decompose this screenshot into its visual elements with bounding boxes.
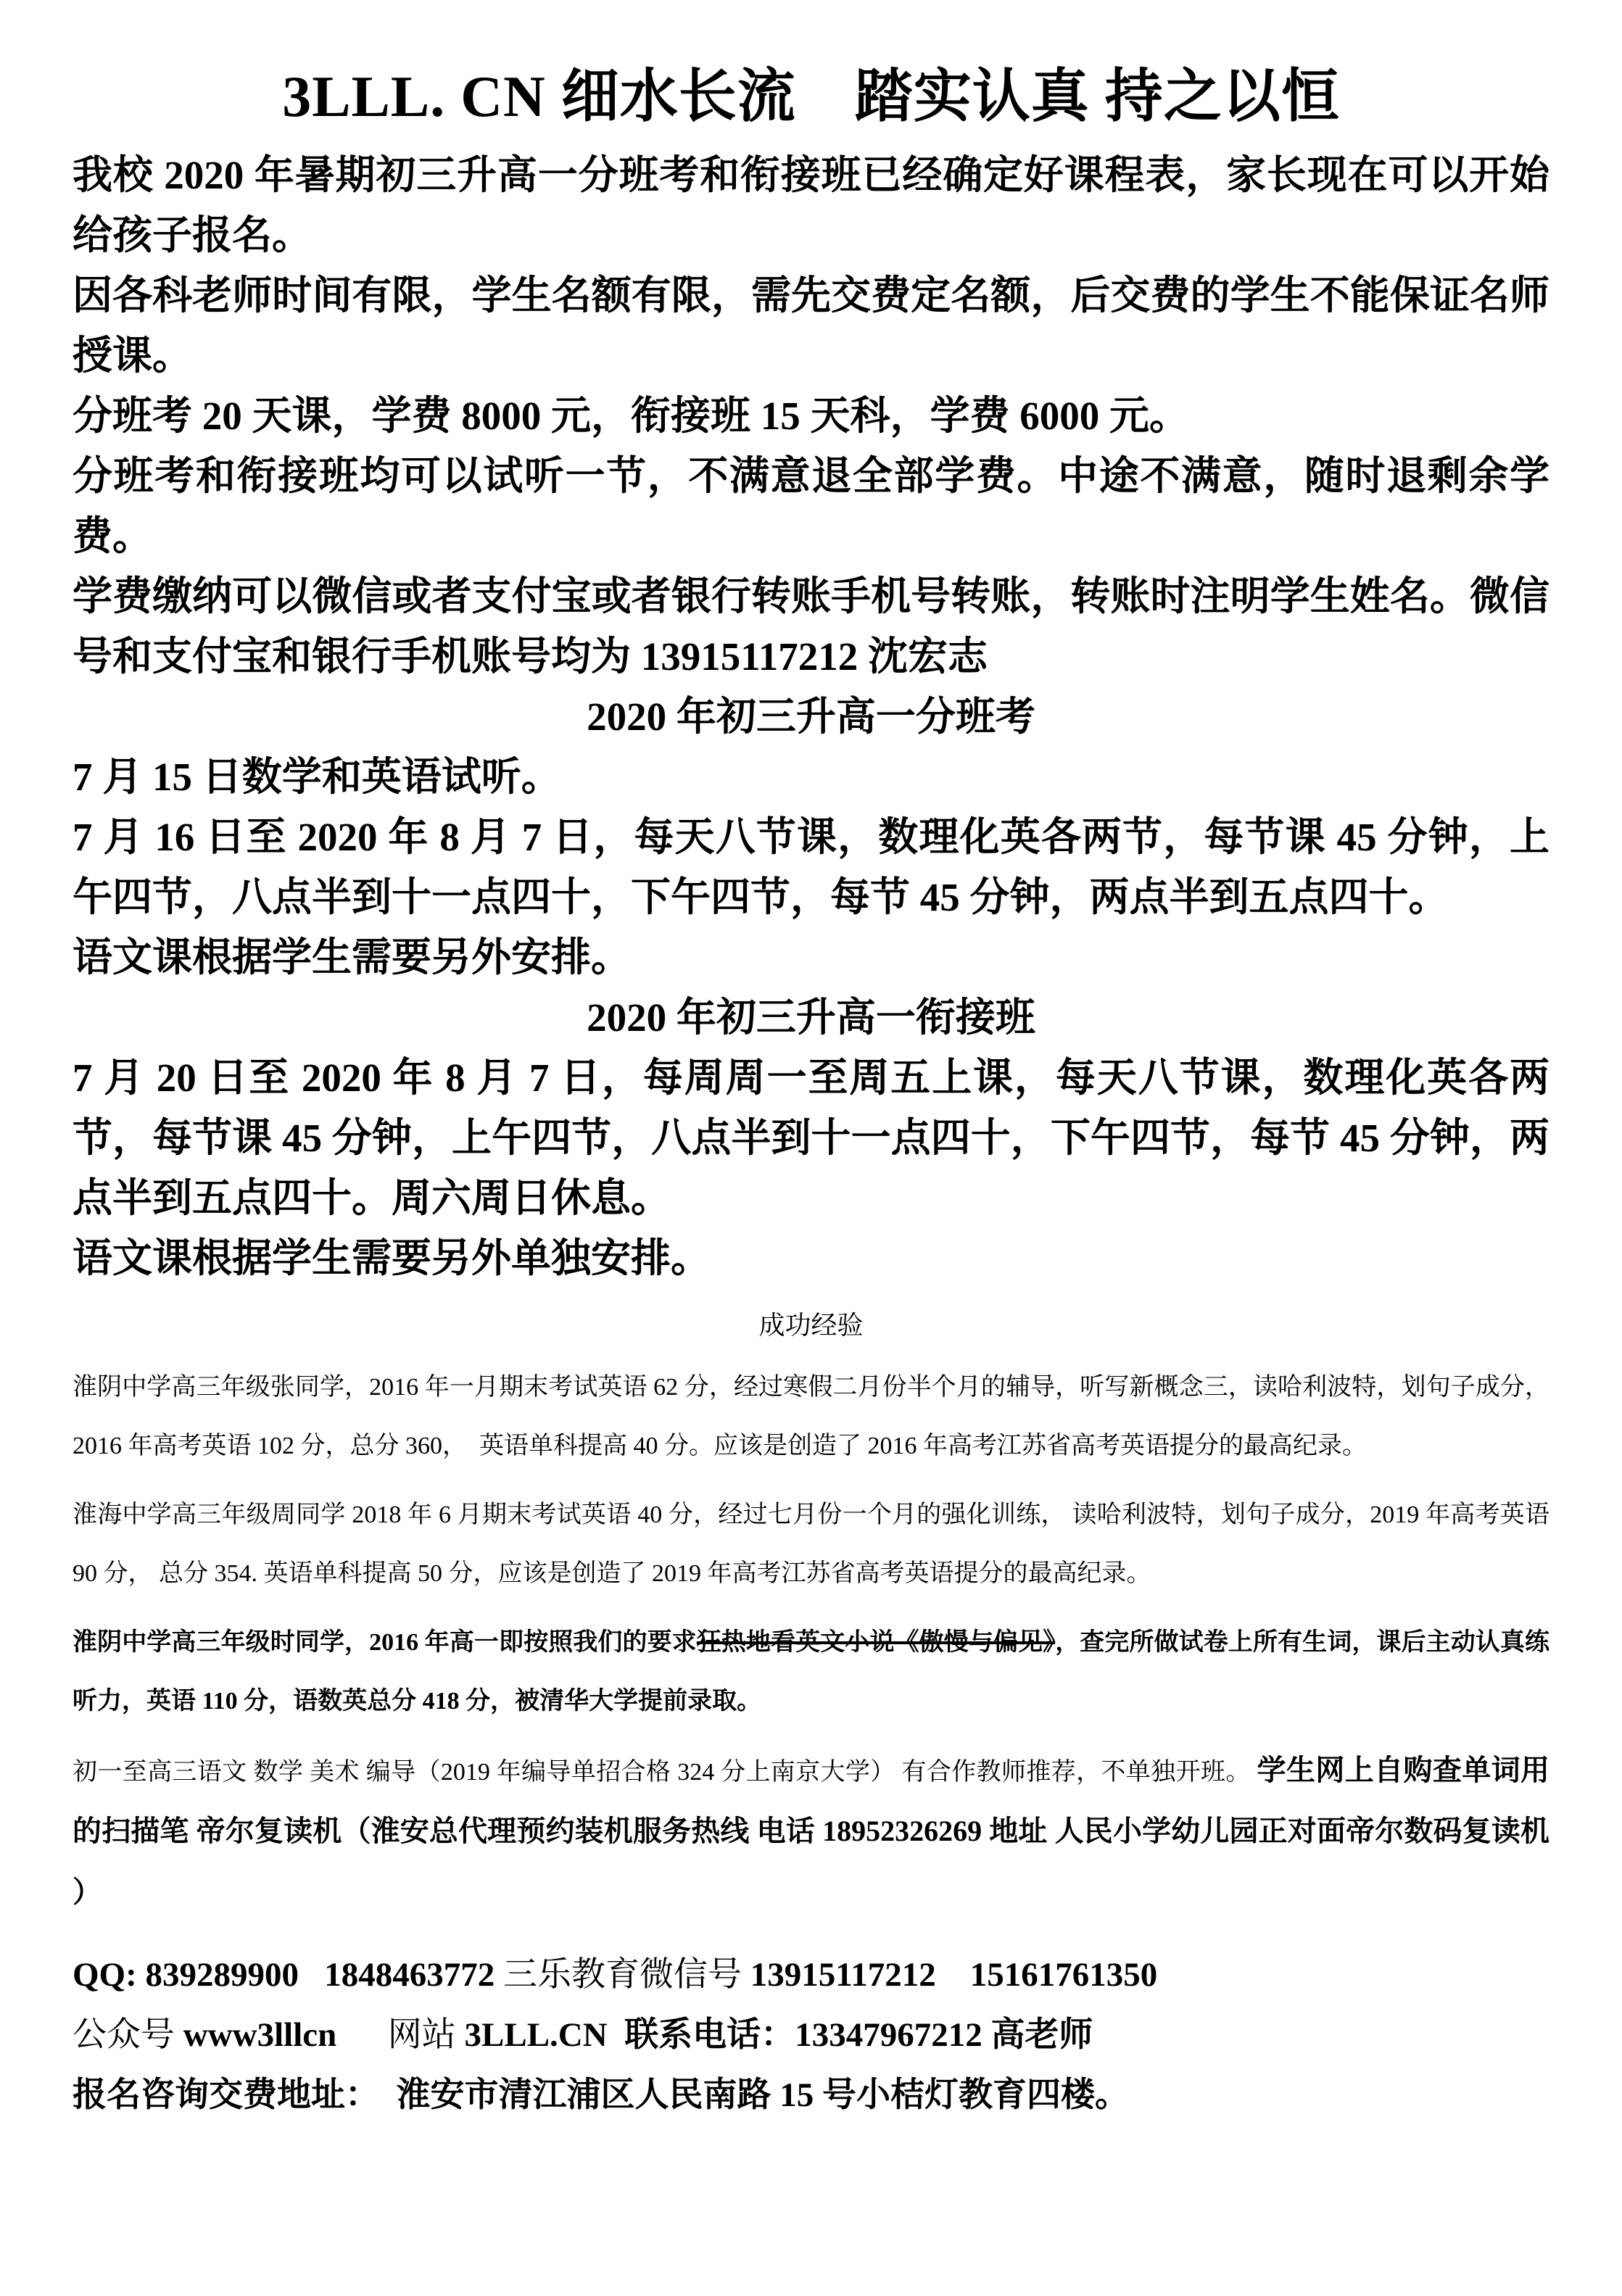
contact-web-line xyxy=(73,2005,1549,2065)
intro-paragraph-1: 我校 2020 年暑期初三升高一分班考和衔接班已经确定好课程表，家长现在可以开始给孩子报名。 xyxy=(73,153,1549,257)
intro-paragraph-5: 学费缴纳可以微信或者支付宝或者银行转账手机号转账，转账时注明学生姓名。微信号和支付宝和银行手机账号均为 13915117212 沈宏志 xyxy=(73,574,1549,679)
success-case-3-before: 淮阴中学高三年级时同学，2016 年高一即按照我们的要求 xyxy=(73,1629,697,1656)
intro-paragraph-3: 分班考 20 天课，学费 8000 元，衔接班 15 天科，学费 6000 元。 xyxy=(73,394,1190,438)
success-case-1: 淮阴中学高三年级张同学，2016 年一月期末考试英语 62 分，经过寒假二月份半个月的辅导，听写新概念三，读哈利波特，划句子成分，2016 年高考英语 102 分，总分 360， 英语单科提高 40 分。应该是创造了 2016 年高考江苏省高考英语提分的最高纪录。 xyxy=(73,1374,1549,1459)
success-case-3 xyxy=(73,1613,1549,1731)
wechat-label: 三乐教育微信号 xyxy=(495,1956,750,1994)
website-value: 3LLL.CN xyxy=(464,2016,608,2054)
phone-label: 联系电话： xyxy=(607,2016,795,2054)
wechat-numbers: 13915117212 15161761350 xyxy=(750,1956,1158,1994)
placement-exam-line-2: 7 月 16 日至 2020 年 8 月 7 日，每天八节课，数理化英各两节，每节课 45 分钟，上午四节，八点半到十一点四十，下午四节，每节 45 分钟，两点半到五点四十。 xyxy=(73,815,1549,919)
bridge-class-line-2: 语文课根据学生需要另外单独安排。 xyxy=(73,1236,711,1280)
success-case-3-strikethrough: 狂热地看英文小说《傲慢与偏见》 xyxy=(696,1629,1056,1656)
qq-numbers: QQ: 839289900 1848463772 xyxy=(73,1956,495,1994)
success-case-2: 淮海中学高三年级周同学 2018 年 6 月期末考试英语 40 分，经过七月份一个月的强化训练， 读哈利波特，划句子成分，2019 年高考英语 90 分， 总分 354. 英语单科提高 50 分，应该是创造了 2019 年高考江苏省高考英语提分的最高纪录。 xyxy=(73,1501,1556,1587)
courses-bold-text: 学生网上自购查单词用的扫描笔 帝尔复读机（淮安总代理预约装机服务热线 电话 18952326269 地址 人民小学幼儿园正对面帝尔数码复读机 ） xyxy=(73,1754,1557,1908)
intro-paragraph-2: 因各科老师时间有限，学生名额有限，需先交费定名额，后交费的学生不能保证名师授课。 xyxy=(73,273,1549,378)
contact-address-line: 报名咨询交费地址： 淮安市清江浦区人民南路 15 号小桔灯教育四楼。 xyxy=(73,2076,1129,2114)
courses-regular-text: 初一至高三语文 数学 美术 编导（2019 年编导单招合格 324 分上南京大学） 有合作教师推荐，不单独开班。 xyxy=(73,1759,1257,1786)
courses-paragraph xyxy=(73,1741,1557,1923)
bridge-class-line-1: 7 月 20 日至 2020 年 8 月 7 日，每周周一至周五上课，每天八节课，数理化英各两节，每节课 45 分钟，上午四节，八点半到十一点四十，下午四节，每节 45 分钟，两点半到五点四十。周六周日休息。 xyxy=(73,1056,1549,1220)
contact-qq-line xyxy=(73,1945,1549,2005)
section-heading-bridge-class: 2020 年初三升高一衔接班 xyxy=(587,995,1035,1040)
section-heading-placement-exam: 2020 年初三升高一分班考 xyxy=(587,695,1035,739)
phone-value: 13347967212 高老师 xyxy=(795,2016,1093,2054)
contact-block xyxy=(73,1945,1549,2126)
official-account-value: www3lllcn xyxy=(183,2016,337,2054)
page-title: 3LLL. CN 细水长流 踏实认真 持之以恒 xyxy=(282,65,1340,129)
success-experience-heading: 成功经验 xyxy=(758,1311,864,1340)
intro-paragraph-4: 分班考和衔接班均可以试听一节，不满意退全部学费。中途不满意，随时退剩余学费。 xyxy=(73,454,1549,558)
official-account-label: 公众号 xyxy=(73,2016,183,2054)
placement-exam-line-3: 语文课根据学生需要另外安排。 xyxy=(73,935,632,979)
placement-exam-line-1: 7 月 15 日数学和英语试听。 xyxy=(73,755,561,799)
success-case-3-after: ，查完所做试卷上所有生词，课后主动认真练听力，英语 110 分，语数英总分 418 分，被清华大学提前录取。 xyxy=(73,1629,1550,1715)
website-label: 网站 xyxy=(336,2016,465,2054)
